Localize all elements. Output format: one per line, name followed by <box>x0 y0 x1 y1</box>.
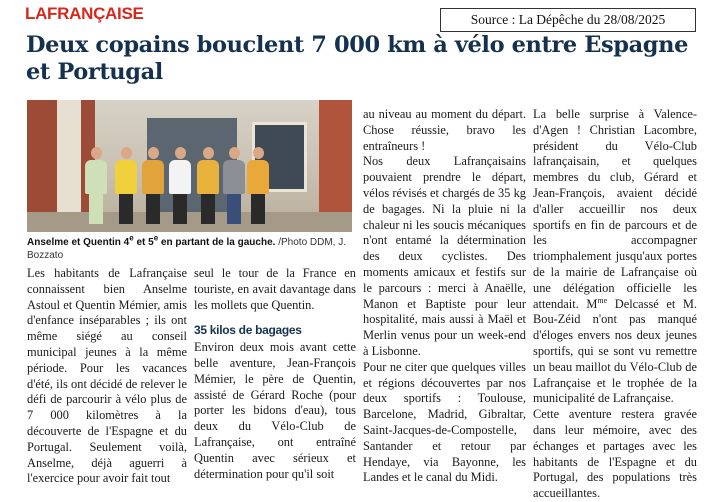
paragraph: seul le tour de la France en touriste, en avait davantage dans les mollets que Quentin. <box>194 266 356 312</box>
photo-credit: /Photo DDM, J. Bozzato <box>27 237 347 261</box>
article-column-4 <box>533 107 697 502</box>
paragraph: Cette aventure restera gravée dans leur mémoire, avec des échanges et partages avec les habitants de l'Espagne et du Portugal, des populations très accueillantes. <box>533 407 697 501</box>
paragraph: au niveau au moment du départ. Chose réussie, bravo les entraîneurs ! <box>363 107 526 153</box>
article-column-3 <box>363 107 526 486</box>
paragraph: La belle surprise à Valence-d'Agen ! Christian Lacombre, président du Vélo-Club lafrançaisain, et quelques membres du club, Gérard et Jean-François, avaient décidé d'aller accueillir nos deux sportifs en fin de parcours et de les accompagner triomphalement jusqu'aux portes de la mairie de Lafrançaise où une délégation officielle les attendait. $M^{me}$ Delcassé et M. Bou-Zéid n'ont pas manqué d'éloges envers nos deux jeunes sportifs, qui se sont vu remettre un beau maillot du Vélo-Club de Lafrançaise et le trophée de la municipalité de Lafrançaise. <box>533 107 698 406</box>
paragraph: Les habitants de Lafrançaise connaissent bien Anselme Astoul et Quentin Mémier, amis d'enfance inséparables ; ils ont même siégé au conseil municipal jeunes à la même période. Pour les vacances d'été, ils ont décidé de relever le défi de parcourir à vélo plus de 7 000 kilomètres à la découverte de l'Espagne et du Portugal. Seulement voilà, Anselme, déjà aguerri à l'exercice pour avoir fait tout <box>27 266 187 486</box>
source-box <box>440 8 696 32</box>
subheading: 35 kilos de bagages <box>194 323 302 338</box>
article-photo <box>27 100 352 232</box>
section-label: LAFRANÇAISE <box>25 4 144 23</box>
paragraph: Nos deux Lafrançaisains pouvaient prendre le départ, vélos révisés et chargés de 35 kg de bagages. Ni la pluie ni la chaleur ni les soucis mécaniques n'ont entamé la détermination des deux cyclistes. Des moments amicaux et festifs sur le parcours : merci à Anaëlle, Manon et Baptiste pour leur hospitalité, mais aussi à Maël et Merlin venus pour un week-end à Lisbonne. <box>363 154 526 358</box>
photo-caption: Anselme et Quentin 4e et 5e en partant de la gauche. /Photo DDM, J. Bozzato <box>27 233 347 261</box>
source-text: Source : La Dépêche du 28/08/2025 <box>470 12 666 27</box>
paragraph: Environ deux mois avant cette belle aventure, Jean-François Mémier, le père de Quentin, assisté de Gérard Roche (pour porter les bidons d'eau), tous deux du Vélo-Club de Lafrançaise, ont entraîné Quentin avec sérieux et détermination pour qu'il soit <box>194 340 356 481</box>
article-headline: Deux copains bouclent 7 000 km à vélo entre Espagne et Portugal <box>26 32 689 85</box>
article-column-1 <box>27 266 187 487</box>
article-column-2 <box>194 266 356 482</box>
paragraph: Pour ne citer que quelques villes et régions découvertes par nos deux sportifs : Toulouse, Barcelone, Madrid, Gibraltar, Saint-Jacques-de-Compostelle, Santander et retour par Hendaye, via Bayonne, les Landes et le canal du Midi. <box>363 359 526 485</box>
